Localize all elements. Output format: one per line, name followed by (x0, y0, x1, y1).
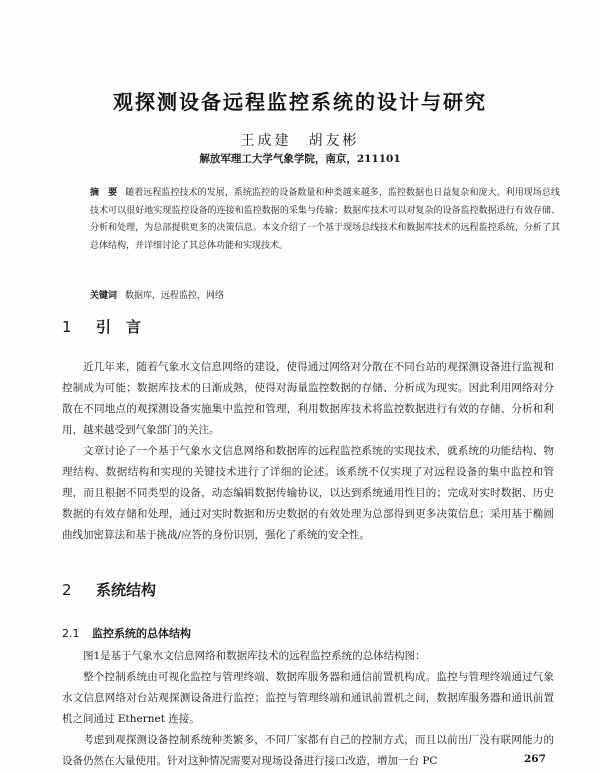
subsection-number: 2.1 (62, 627, 80, 640)
section-number: 1 (62, 318, 72, 336)
subsection-heading-overall-structure (62, 625, 191, 641)
overall-structure-body (62, 646, 554, 772)
paragraph: 考虑到观探测设备控制系统种类繁多，不同厂家都有自己的控制方式，而且以前出厂没有联网能力的设备仍然在大量使用。针对这种情况需要对现场设备进行接口改造，增加一台 PC (62, 734, 554, 767)
paper-title: 观探测设备远程监控系统的设计与研究 (113, 90, 487, 114)
section-heading-system-structure (62, 579, 156, 600)
paragraph: 图1是基于气象水文信息网络和数据库技术的远程监控系统的总体结构图： (83, 650, 426, 662)
section-number: 2 (62, 581, 72, 599)
abstract-label: 摘 要 (90, 188, 118, 198)
section-heading-introduction (62, 316, 141, 337)
paragraph: 文章讨论了一个基于气象水文信息网络和数据库的远程监控系统的实现技术，就系统的功能结构、物理结构、数据结构和实现的关键技术进行了详细的论述。该系统不仅实现了对远程设备的集中监控和管理，而且根据不同类型的设备，动态编辑数据传输协议，以达到系统通用性目的；完成对实时数据、历史数据的有效存储和处理，通过对实时数据和历史数据的有效处理为总部得到更多决策信息；采用基于椭圆曲线加密算法和基于挑战/应答的身份识别，强化了系统的安全性。 (62, 445, 554, 541)
section-title: 引 言 (96, 318, 142, 336)
paragraph: 近几年来，随着气象水文信息网络的建设，使得通过网络对分散在不同台站的观探测设备进行监视和控制成为可能；数据库技术的日渐成熟，使得对海量监控数据的存储、分析成为现实。因此利用网络对分散在不同地点的观探测设备实施集中监控和管理，利用数据库技术将监控数据进行有效的存储、分析和利用，越来越受到气象部门的关注。 (62, 361, 554, 436)
subsection-title: 监控系统的总体结构 (92, 627, 191, 640)
affiliation: 解放军理工大学气象学院，南京，211101 (199, 153, 401, 165)
keywords-label: 关键词 (90, 291, 118, 301)
abstract-text: 随着远程监控技术的发展，系统监控的设备数量和种类越来越多，监控数据也日益复杂和庞大。利用现场总线技术可以很好地实现监控设备的连接和监控数据的采集与传输；数据库技术可以对复杂的设备监控数据进行有效存储、分析和处理，为总部提供更多的决策信息。本文介绍了一个基于现场总线技术和数据库技术的远程监控系统，分析了其总体结构，并详细讨论了其总体功能和实现技术。 (90, 188, 560, 251)
keywords (90, 288, 560, 301)
section-title: 系统结构 (96, 581, 157, 599)
authors: 王成建 胡友彬 (240, 133, 360, 149)
keywords-text: 数据库，远程监控，网络 (125, 291, 225, 301)
abstract (90, 185, 560, 255)
page-number: 267 (524, 753, 546, 765)
introduction-body (62, 357, 554, 546)
paragraph: 整个控制系统由可视化监控与管理终端、数据库服务器和通信前置机构成。监控与管理终端通过气象水文信息网络对台站观探测设备进行监控；监控与管理终端和通讯前置机之间，数据库服务器和通讯前置机之间通过 Ethernet 连接。 (62, 671, 554, 725)
